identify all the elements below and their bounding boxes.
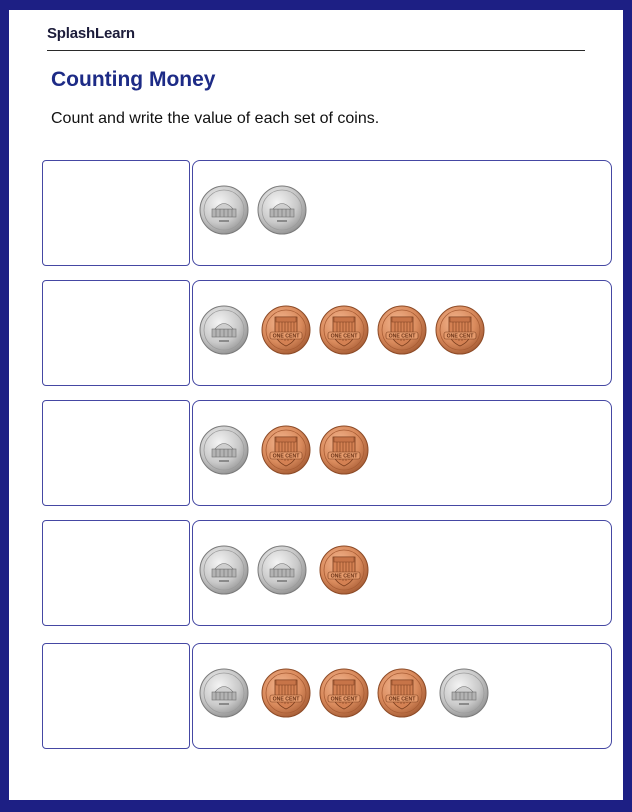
nickel-icon xyxy=(199,185,249,235)
nickel-icon xyxy=(257,185,307,235)
coin-set xyxy=(199,668,489,718)
coin-set xyxy=(199,545,369,595)
coin-set xyxy=(199,305,485,355)
nickel-icon xyxy=(199,545,249,595)
penny-icon xyxy=(261,425,311,475)
nickel-icon xyxy=(199,305,249,355)
penny-icon xyxy=(435,305,485,355)
coin-set xyxy=(199,185,307,235)
penny-icon xyxy=(319,305,369,355)
svg-text:ONE CENT: ONE CENT xyxy=(272,333,300,340)
exercise-row xyxy=(42,160,612,268)
svg-text:ONE CENT: ONE CENT xyxy=(330,333,358,340)
answer-box[interactable] xyxy=(42,520,190,626)
answer-box[interactable] xyxy=(42,400,190,506)
coin-set-box xyxy=(192,160,612,266)
exercise-row xyxy=(42,643,612,751)
nickel-icon xyxy=(257,545,307,595)
penny-icon xyxy=(261,305,311,355)
answer-box[interactable] xyxy=(42,643,190,749)
penny-icon xyxy=(319,545,369,595)
brand-logo: SplashLearn xyxy=(47,25,135,42)
coin-set-box xyxy=(192,400,612,506)
answer-box[interactable] xyxy=(42,280,190,386)
header-divider xyxy=(47,50,585,51)
coin-set xyxy=(199,425,369,475)
svg-text:ONE CENT: ONE CENT xyxy=(388,333,416,340)
exercise-row xyxy=(42,280,612,388)
nickel-icon xyxy=(199,668,249,718)
exercise-row xyxy=(42,400,612,508)
penny-icon xyxy=(377,668,427,718)
svg-text:ONE CENT: ONE CENT xyxy=(330,573,358,580)
svg-text:ONE CENT: ONE CENT xyxy=(330,696,358,703)
svg-text:ONE CENT: ONE CENT xyxy=(272,696,300,703)
coin-set-box xyxy=(192,643,612,749)
svg-text:ONE CENT: ONE CENT xyxy=(272,453,300,460)
nickel-icon xyxy=(199,425,249,475)
worksheet xyxy=(9,10,623,800)
coin-set-box xyxy=(192,280,612,386)
coin-set-box xyxy=(192,520,612,626)
penny-icon xyxy=(261,668,311,718)
nickel-icon xyxy=(439,668,489,718)
penny-icon xyxy=(319,425,369,475)
penny-icon xyxy=(377,305,427,355)
svg-text:ONE CENT: ONE CENT xyxy=(388,696,416,703)
answer-box[interactable] xyxy=(42,160,190,266)
svg-text:ONE CENT: ONE CENT xyxy=(330,453,358,460)
exercise-row xyxy=(42,520,612,628)
svg-text:ONE CENT: ONE CENT xyxy=(446,333,474,340)
penny-icon xyxy=(319,668,369,718)
instructions: Count and write the value of each set of coins. xyxy=(51,110,380,127)
worksheet-title: Counting Money xyxy=(51,68,216,91)
